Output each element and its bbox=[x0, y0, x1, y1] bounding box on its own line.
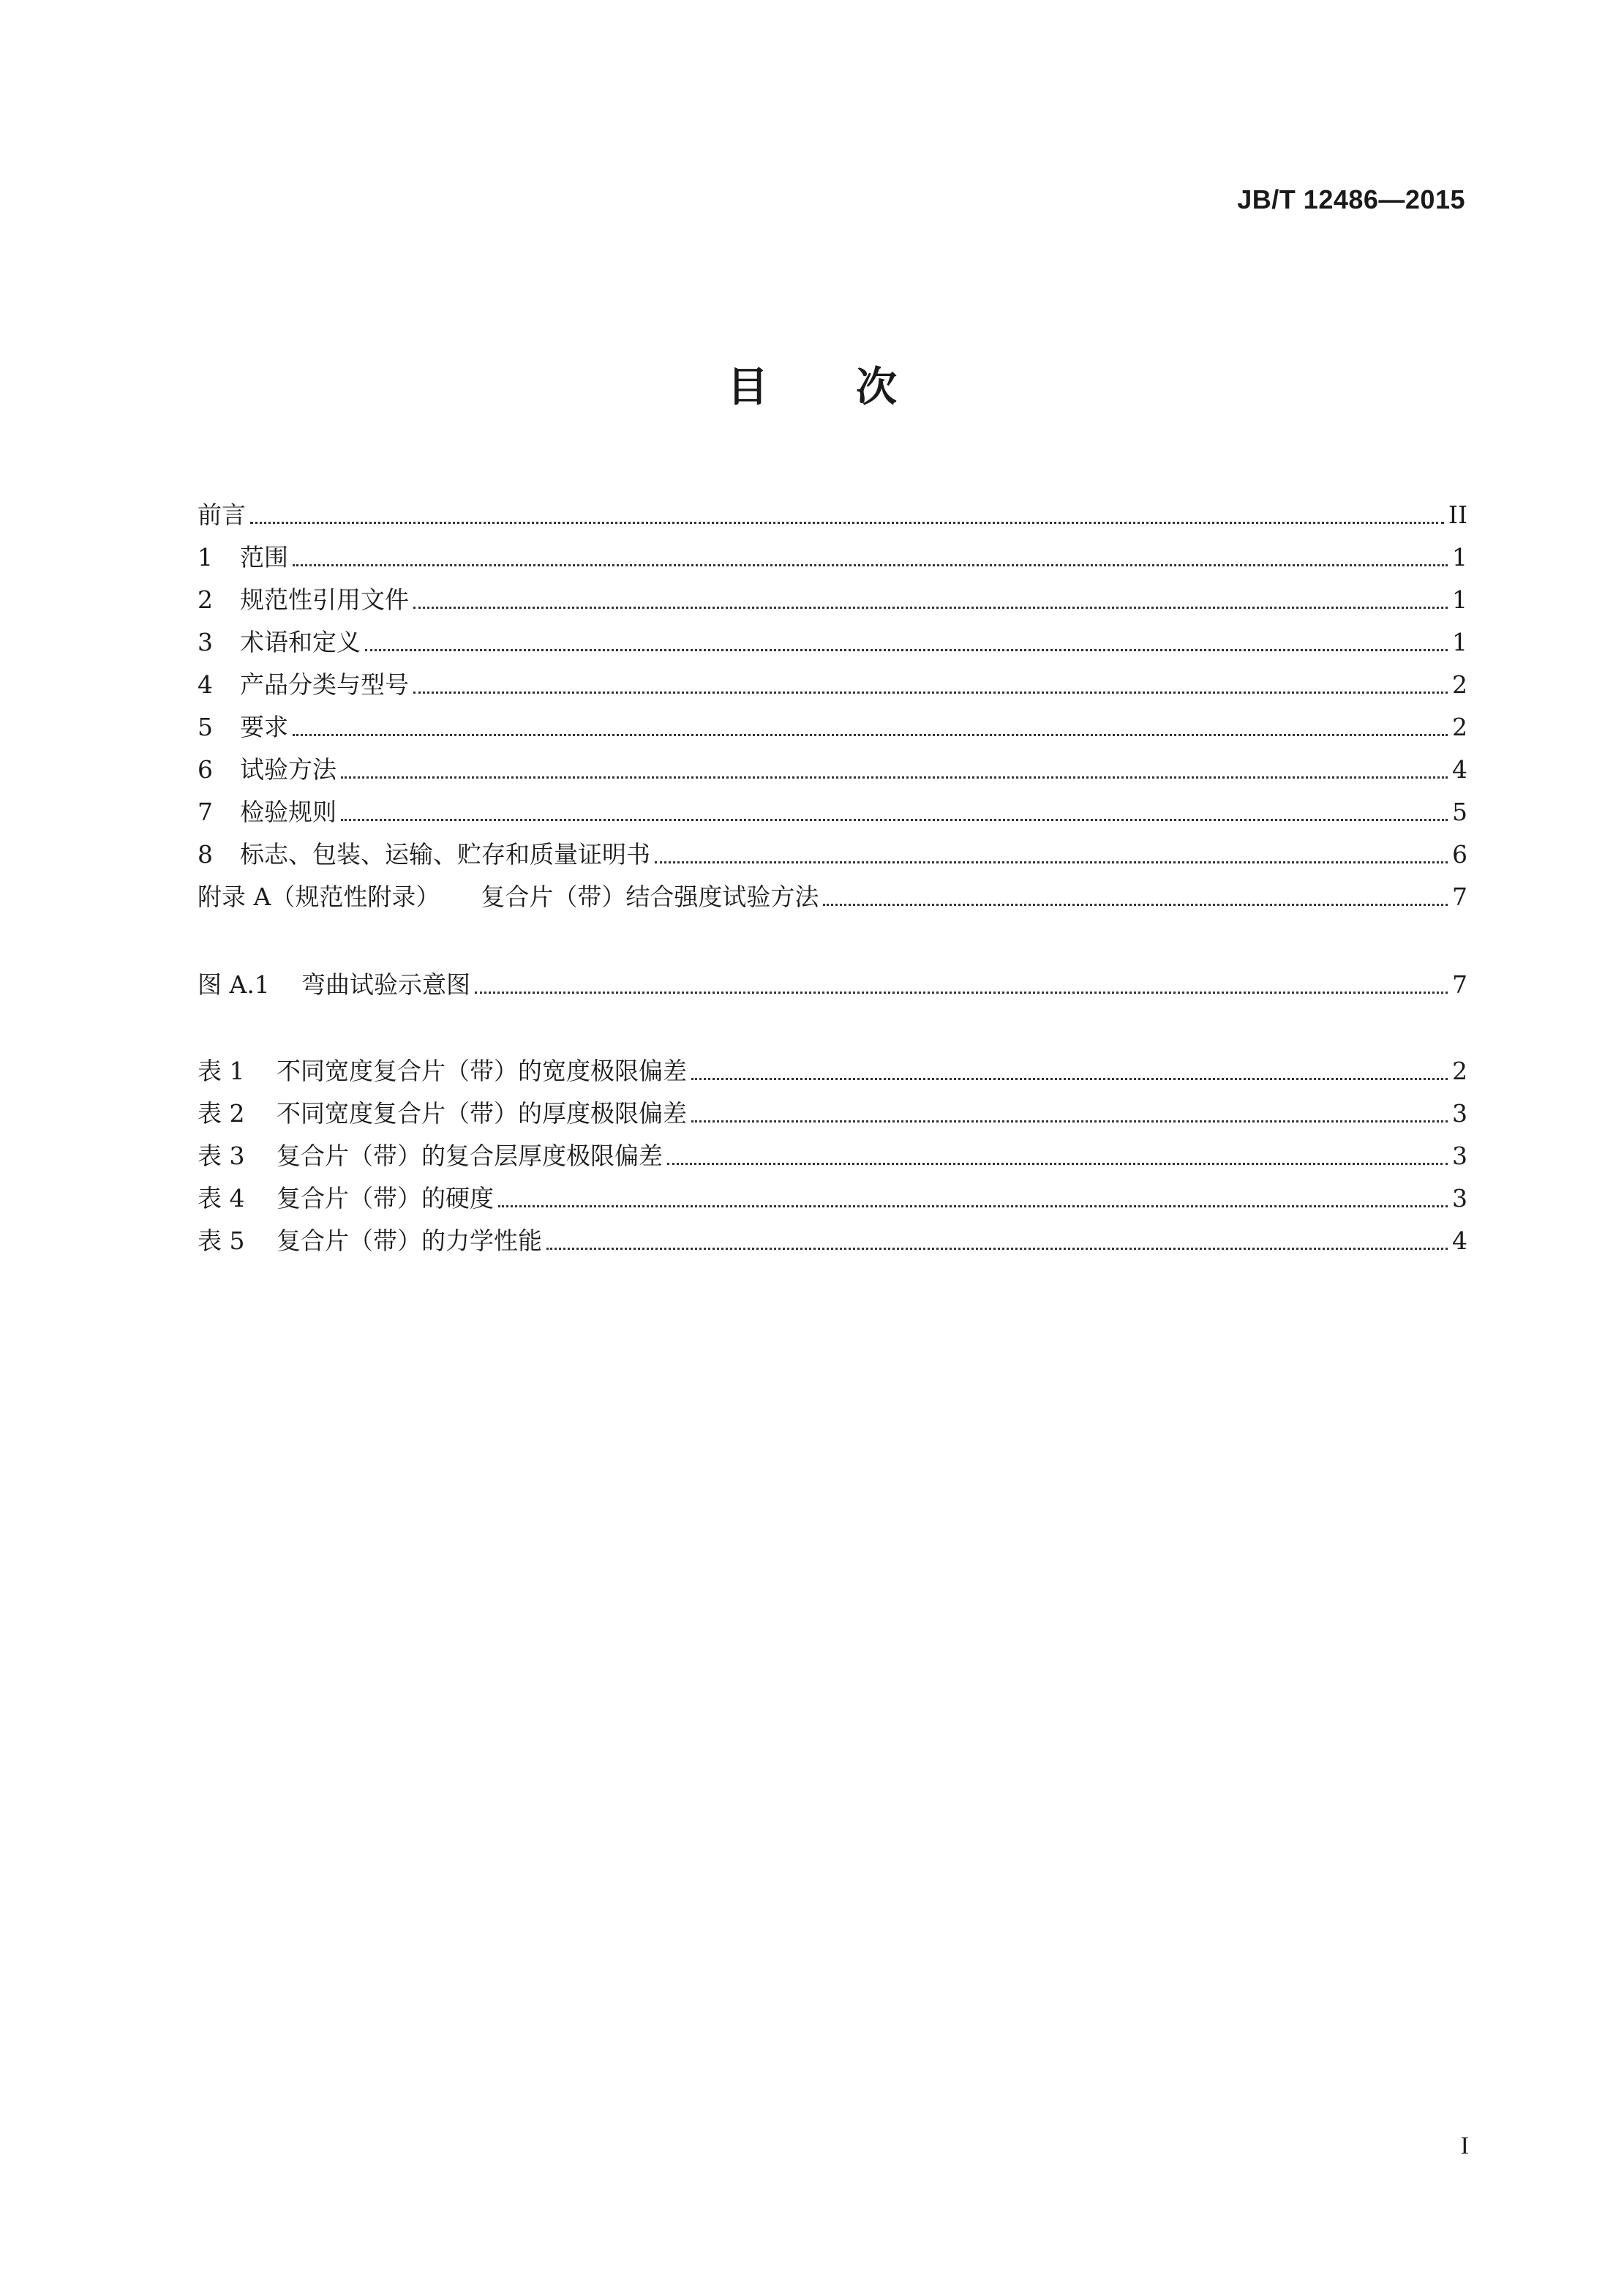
appendix-prefix: 附录 A（规范性附录） bbox=[198, 882, 440, 911]
dot-leader bbox=[667, 1163, 1448, 1165]
figure-prefix: 图 A.1 bbox=[198, 970, 270, 999]
toc-entry-page: 6 bbox=[1452, 840, 1467, 869]
chapter-number: 5 bbox=[198, 713, 213, 741]
table-prefix: 表 3 bbox=[198, 1142, 245, 1170]
toc-entry-foreword[interactable] bbox=[198, 498, 1467, 533]
toc-entry-page: 7 bbox=[1452, 882, 1467, 911]
dot-leader bbox=[293, 564, 1448, 566]
toc-entry-label: 复合片（带）的硬度 bbox=[277, 1184, 494, 1213]
title-char-1: 目 bbox=[727, 364, 768, 411]
dot-leader bbox=[655, 861, 1448, 863]
toc-entry-chapter-2[interactable] bbox=[198, 582, 1467, 618]
dot-leader bbox=[341, 819, 1448, 821]
toc-entry-label: 标志、包装、运输、贮存和质量证明书 bbox=[240, 840, 650, 869]
toc-entry-table-1[interactable] bbox=[198, 1054, 1467, 1089]
chapter-number: 8 bbox=[198, 840, 213, 869]
dot-leader bbox=[691, 1078, 1448, 1080]
toc-entry-chapter-5[interactable] bbox=[198, 710, 1467, 745]
toc-entry-page: 2 bbox=[1452, 1057, 1467, 1085]
toc-entry-page: 2 bbox=[1452, 713, 1467, 741]
toc-entry-label: 弯曲试验示意图 bbox=[301, 970, 470, 999]
toc-entry-label: 要求 bbox=[240, 713, 288, 741]
toc-entry-page: 4 bbox=[1452, 755, 1467, 784]
dot-leader bbox=[365, 649, 1448, 651]
toc-entry-label: 不同宽度复合片（带）的厚度极限偏差 bbox=[277, 1099, 687, 1128]
toc-entry-chapter-3[interactable] bbox=[198, 625, 1467, 660]
toc-entry-chapter-7[interactable] bbox=[198, 795, 1467, 830]
toc-entry-page: 7 bbox=[1452, 970, 1467, 999]
dot-leader bbox=[250, 522, 1444, 524]
toc-entry-page: II bbox=[1448, 501, 1467, 529]
chapter-number: 6 bbox=[198, 755, 213, 784]
dot-leader bbox=[413, 692, 1448, 694]
dot-leader bbox=[498, 1205, 1448, 1207]
page-title bbox=[0, 355, 1624, 413]
toc-entry-table-3[interactable] bbox=[198, 1139, 1467, 1174]
toc-entry-page: 1 bbox=[1452, 585, 1467, 614]
toc-entry-chapter-6[interactable] bbox=[198, 752, 1467, 787]
toc-entry-table-5[interactable] bbox=[198, 1223, 1467, 1259]
page-number: I bbox=[1460, 2132, 1469, 2159]
toc-entry-table-2[interactable] bbox=[198, 1096, 1467, 1131]
dot-leader bbox=[691, 1120, 1448, 1123]
dot-leader bbox=[475, 992, 1448, 994]
dot-leader bbox=[293, 734, 1448, 736]
toc-entry-page: 5 bbox=[1452, 798, 1467, 826]
toc-entry-label: 复合片（带）的复合层厚度极限偏差 bbox=[277, 1142, 663, 1170]
standard-code: JB/T 12486—2015 bbox=[1237, 184, 1465, 214]
title-char-2: 次 bbox=[856, 364, 897, 411]
toc-entry-label: 术语和定义 bbox=[240, 628, 361, 656]
toc-entry-page: 3 bbox=[1452, 1142, 1467, 1170]
dot-leader bbox=[546, 1248, 1448, 1250]
toc-entry-page: 1 bbox=[1452, 628, 1467, 656]
toc-entry-table-4[interactable] bbox=[198, 1181, 1467, 1216]
toc-entry-page: 1 bbox=[1452, 543, 1467, 572]
toc-entry-label: 不同宽度复合片（带）的宽度极限偏差 bbox=[277, 1057, 687, 1085]
toc-entry-page: 3 bbox=[1452, 1184, 1467, 1213]
chapter-number: 4 bbox=[198, 670, 213, 699]
table-prefix: 表 1 bbox=[198, 1057, 245, 1085]
toc-entry-label: 检验规则 bbox=[240, 798, 337, 826]
toc-entry-label: 试验方法 bbox=[240, 755, 337, 784]
toc-entry-label: 规范性引用文件 bbox=[240, 585, 409, 614]
toc-entry-page: 2 bbox=[1452, 670, 1467, 699]
dot-leader bbox=[823, 904, 1448, 906]
chapter-number: 3 bbox=[198, 628, 213, 656]
toc-entry-page: 3 bbox=[1452, 1099, 1467, 1128]
dot-leader bbox=[341, 776, 1448, 779]
table-prefix: 表 4 bbox=[198, 1184, 245, 1213]
toc-entry-label: 前言 bbox=[198, 501, 246, 529]
toc-entry-label: 复合片（带）的力学性能 bbox=[277, 1226, 542, 1255]
toc-entry-label: 产品分类与型号 bbox=[240, 670, 409, 699]
chapter-number: 2 bbox=[198, 585, 213, 614]
toc-entry-appendix-a[interactable] bbox=[198, 880, 1467, 915]
toc-entry-chapter-1[interactable] bbox=[198, 540, 1467, 575]
dot-leader bbox=[413, 607, 1448, 609]
chapter-number: 7 bbox=[198, 798, 213, 826]
table-prefix: 表 5 bbox=[198, 1226, 245, 1255]
toc-entry-label: 范围 bbox=[240, 543, 288, 572]
table-prefix: 表 2 bbox=[198, 1099, 245, 1128]
toc-entry-page: 4 bbox=[1452, 1226, 1467, 1255]
toc-entry-chapter-8[interactable] bbox=[198, 837, 1467, 872]
toc-entry-label: 复合片（带）结合强度试验方法 bbox=[481, 882, 819, 911]
toc-entry-chapter-4[interactable] bbox=[198, 667, 1467, 702]
toc-entry-figure-a1[interactable] bbox=[198, 967, 1467, 1003]
chapter-number: 1 bbox=[198, 543, 213, 572]
